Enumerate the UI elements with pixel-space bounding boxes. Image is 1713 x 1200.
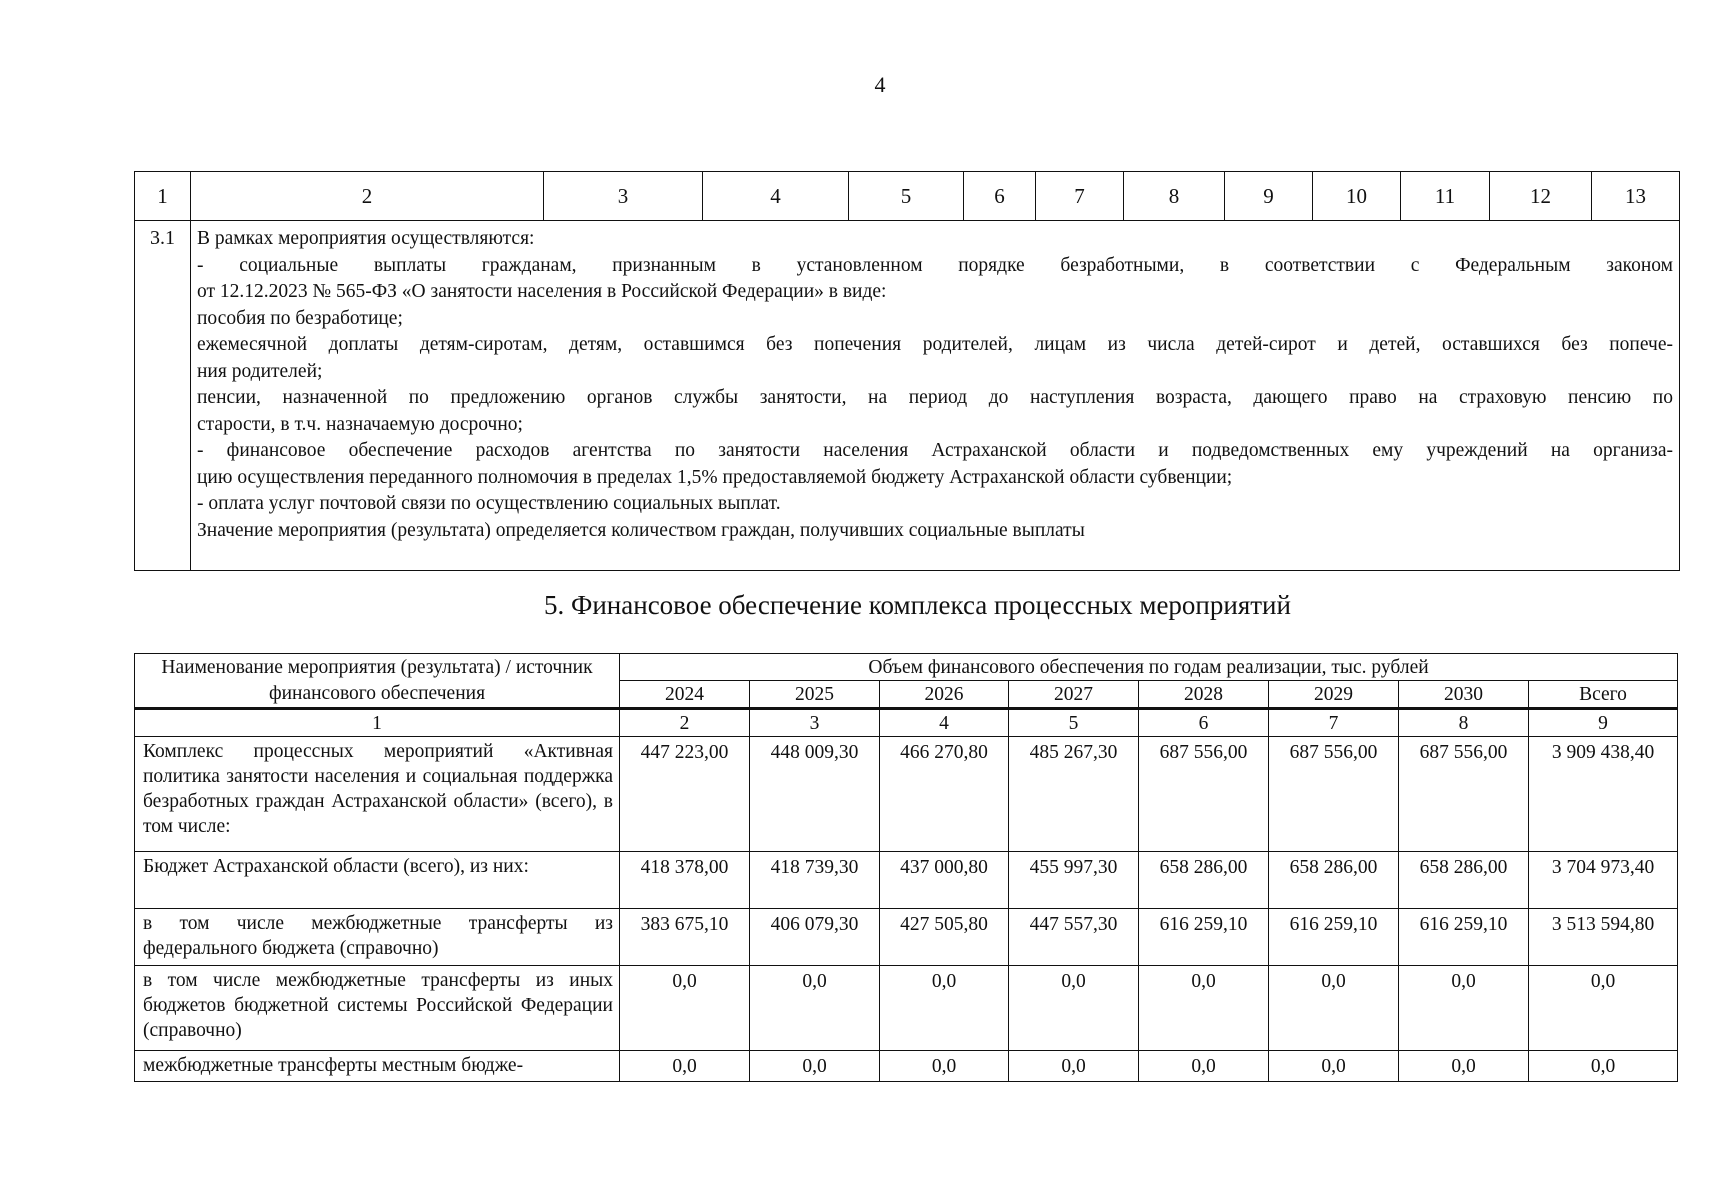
column-number: 1 [135, 709, 620, 737]
activities-table [134, 171, 1680, 571]
column-number: 2 [191, 172, 544, 221]
total-cell: 3 704 973,40 [1529, 852, 1678, 909]
column-number: 9 [1529, 709, 1678, 737]
table-row [135, 966, 1678, 1051]
table-row [135, 1051, 1678, 1082]
column-number: 6 [964, 172, 1036, 221]
column-number: 9 [1225, 172, 1313, 221]
value-cell: 658 286,00 [1139, 852, 1269, 909]
description-line: - оплата услуг почтовой связи по осуществлению социальных выплат. [197, 493, 781, 514]
row-name: Бюджет Астраханской области (всего), из них: [135, 852, 620, 909]
value-cell: 0,0 [1399, 1051, 1529, 1082]
table-row [135, 737, 1678, 852]
value-cell: 0,0 [880, 1051, 1009, 1082]
activities-header-row [135, 172, 1680, 221]
year-header: 2030 [1399, 681, 1529, 709]
year-header: 2024 [620, 681, 750, 709]
value-cell: 447 557,30 [1009, 909, 1139, 966]
column-number: 13 [1592, 172, 1680, 221]
value-cell: 0,0 [620, 1051, 750, 1082]
year-header: 2026 [880, 681, 1009, 709]
column-numbers-row [135, 709, 1678, 737]
year-header: 2027 [1009, 681, 1139, 709]
value-cell: 687 556,00 [1399, 737, 1529, 852]
table-row [135, 909, 1678, 966]
row-name: в том числе межбюджетные трансферты из федерального бюджета (справочно) [135, 909, 620, 966]
description-line: ния родителей; [197, 360, 323, 382]
description-line: пособия по безработице; [197, 307, 403, 329]
column-number: 8 [1399, 709, 1529, 737]
table-row [135, 852, 1678, 909]
year-header: 2029 [1269, 681, 1399, 709]
value-cell: 616 259,10 [1269, 909, 1399, 966]
total-cell: 3 513 594,80 [1529, 909, 1678, 966]
value-cell: 448 009,30 [750, 737, 880, 852]
column-number: 3 [750, 709, 880, 737]
value-cell: 0,0 [1009, 966, 1139, 1051]
value-cell: 0,0 [1139, 1051, 1269, 1082]
value-cell: 687 556,00 [1269, 737, 1399, 852]
value-cell: 616 259,10 [1139, 909, 1269, 966]
value-cell: 616 259,10 [1399, 909, 1529, 966]
description-line: - социальные выплаты гражданам, признанным в установленном порядке безработными, в соответствии с Федеральным законом [197, 254, 1673, 276]
value-cell: 658 286,00 [1399, 852, 1529, 909]
value-cell: 455 997,30 [1009, 852, 1139, 909]
page-number: 4 [874, 72, 886, 97]
total-cell: 0,0 [1529, 1051, 1678, 1082]
value-cell: 0,0 [1269, 1051, 1399, 1082]
volume-column-header: Объем финансового обеспечения по годам реализации, тыс. рублей [620, 654, 1678, 681]
column-number: 5 [849, 172, 964, 221]
description-line: старости, в т.ч. назначаемую досрочно; [197, 413, 523, 435]
column-number: 7 [1036, 172, 1124, 221]
column-number: 11 [1401, 172, 1490, 221]
row-name: в том числе межбюджетные трансферты из иных бюджетов бюджетной системы Российской Федерации (справочно) [135, 966, 620, 1051]
activity-description [191, 221, 1680, 571]
financing-table [134, 653, 1678, 1082]
row-name: Комплекс процессных мероприятий «Активная политика занятости населения и социальная поддержка безработных граждан Астраханской области» (всего), в том числе: [135, 737, 620, 852]
column-number: 3 [544, 172, 703, 221]
total-header: Всего [1529, 681, 1678, 709]
column-number: 10 [1313, 172, 1401, 221]
value-cell: 466 270,80 [880, 737, 1009, 852]
value-cell: 658 286,00 [1269, 852, 1399, 909]
description-line: от 12.12.2023 № 565-ФЗ «О занятости населения в Российской Федерации» в виде: [197, 281, 887, 302]
column-number: 6 [1139, 709, 1269, 737]
description-line: пенсии, назначенной по предложению органов службы занятости, на период до наступления возраста, дающего право на страховую пенсию по [197, 387, 1673, 408]
activity-number: 3.1 [135, 221, 191, 571]
value-cell: 383 675,10 [620, 909, 750, 966]
total-cell: 0,0 [1529, 966, 1678, 1051]
description-line: В рамках мероприятия осуществляются: [197, 228, 535, 249]
description-line: ежемесячной доплаты детям-сиротам, детям, оставшимся без попечения родителей, лицам из числа детей-сирот и детей, оставшихся без попече- [197, 334, 1673, 355]
value-cell: 0,0 [620, 966, 750, 1051]
section-title: 5. Финансовое обеспечение комплекса процессных мероприятий [544, 590, 1291, 620]
year-header: 2025 [750, 681, 880, 709]
description-line: цию осуществления переданного полномочия в пределах 1,5% предоставляемой бюджету Астраханской области субвенции; [197, 466, 1233, 488]
column-number: 4 [880, 709, 1009, 737]
value-cell: 427 505,80 [880, 909, 1009, 966]
row-name: межбюджетные трансферты местным бюдже- [135, 1051, 620, 1082]
value-cell: 687 556,00 [1139, 737, 1269, 852]
value-cell: 0,0 [1399, 966, 1529, 1051]
activity-row [135, 221, 1680, 571]
financing-header-row [135, 654, 1678, 681]
value-cell: 0,0 [750, 1051, 880, 1082]
description-line: Значение мероприятия (результата) определяется количеством граждан, получивших социальные выплаты [197, 519, 1085, 541]
description-line: - финансовое обеспечение расходов агентства по занятости населения Астраханской области и подведомственных ему учреждений на организа- [197, 440, 1673, 461]
column-number: 8 [1124, 172, 1225, 221]
year-header: 2028 [1139, 681, 1269, 709]
value-cell: 0,0 [750, 966, 880, 1051]
value-cell: 406 079,30 [750, 909, 880, 966]
name-column-header: Наименование мероприятия (результата) / источник финансового обеспечения [135, 654, 620, 709]
column-number: 4 [703, 172, 849, 221]
total-cell: 3 909 438,40 [1529, 737, 1678, 852]
value-cell: 0,0 [1009, 1051, 1139, 1082]
column-number: 7 [1269, 709, 1399, 737]
value-cell: 437 000,80 [880, 852, 1009, 909]
value-cell: 485 267,30 [1009, 737, 1139, 852]
value-cell: 418 739,30 [750, 852, 880, 909]
column-number: 5 [1009, 709, 1139, 737]
value-cell: 0,0 [1139, 966, 1269, 1051]
value-cell: 418 378,00 [620, 852, 750, 909]
value-cell: 447 223,00 [620, 737, 750, 852]
column-number: 12 [1490, 172, 1592, 221]
value-cell: 0,0 [880, 966, 1009, 1051]
column-number: 2 [620, 709, 750, 737]
value-cell: 0,0 [1269, 966, 1399, 1051]
column-number: 1 [135, 172, 191, 221]
